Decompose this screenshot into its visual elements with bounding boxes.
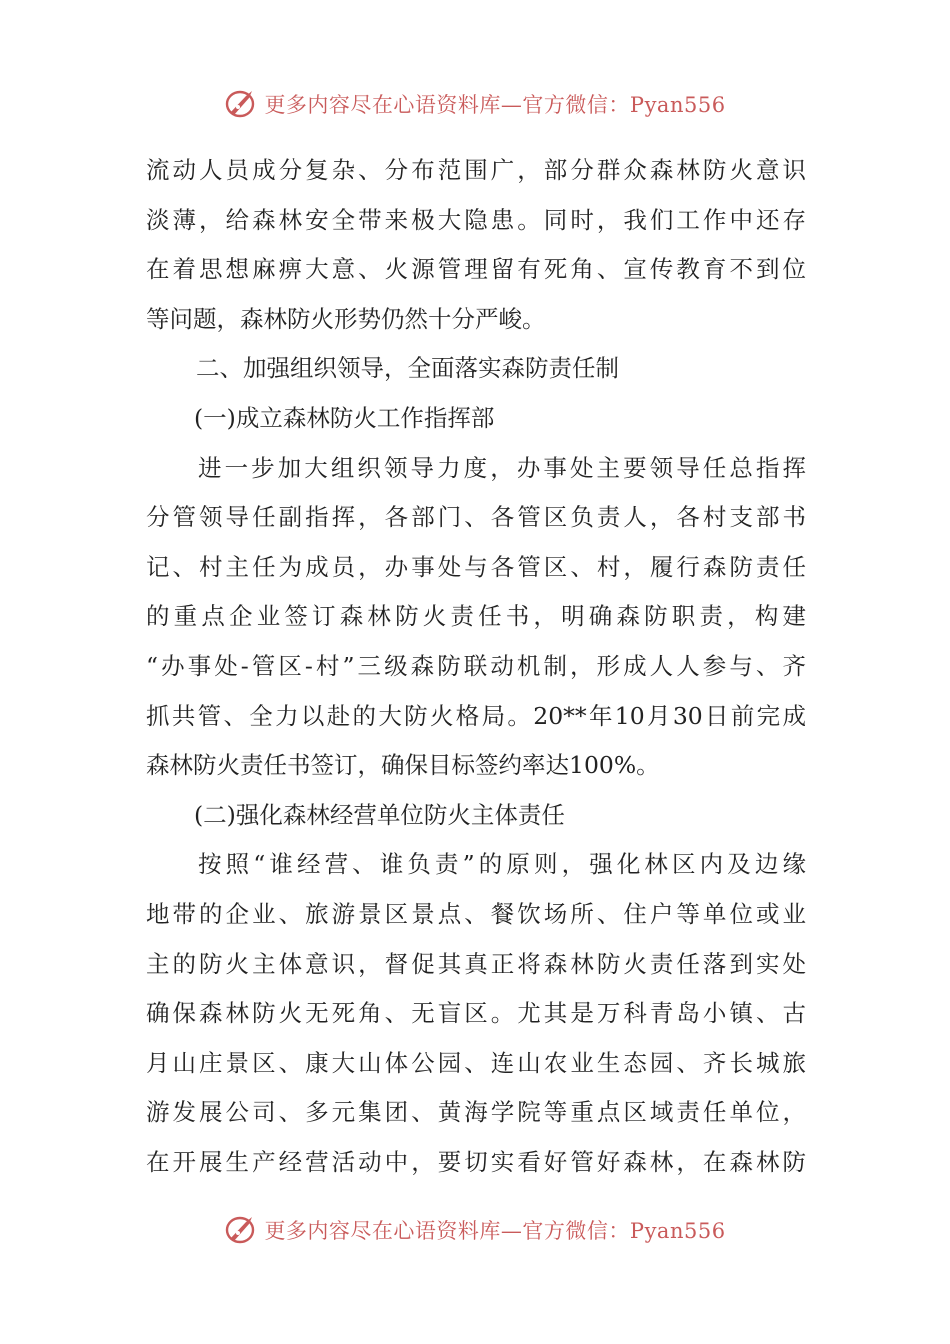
text-line: 淡薄，给森林安全带来极大隐患。同时，我们工作中还存 [146,205,806,234]
text-line: 森林防火责任书签订，确保目标签约率达100%。 [146,751,660,780]
watermark-text: 更多内容尽在心语资料库—官方微信：Pyan556 [264,93,726,117]
text-line: (二)强化森林经营单位防火主体责任 [194,800,565,829]
text-line: (一)成立森林防火工作指挥部 [194,403,495,432]
text-line: 分管领导任副指挥，各部门、各管区负责人，各村支部书 [146,503,806,532]
text-line: 主的防火主体意识，督促其真正将森林防火责任落到实处 [146,949,806,978]
text-line: 确保森林防火无死角、无盲区。尤其是万科青岛小镇、古 [146,999,806,1028]
text-line: 进一步加大组织领导力度，办事处主要领导任总指挥 [198,453,806,482]
document-body [146,146,806,1187]
text-line: 按照“谁经营、谁负责”的原则，强化林区内及边缘 [198,850,806,879]
watermark-banner-top [0,84,950,124]
text-line: 流动人员成分复杂、分布范围广，部分群众森林防火意识 [146,156,806,184]
pen-nib-circle-icon [224,1213,260,1247]
text-line: 在开展生产经营活动中，要切实看好管好森林，在森林防 [146,1147,806,1176]
text-line: 游发展公司、多元集团、黄海学院等重点区域责任单位， [146,1098,806,1127]
text-line: “办事处-管区-村”三级森防联动机制，形成人人参与、齐 [146,651,806,680]
text-line: 的重点企业签订森林防火责任书，明确森防职责，构建 [146,602,806,631]
text-line: 等问题，森林防火形势仍然十分严峻。 [146,304,546,333]
watermark-banner-bottom [0,1210,950,1250]
text-line: 记、村主任为成员，办事处与各管区、村，履行森防责任 [146,552,806,581]
text-line: 二、加强组织领导，全面落实森防责任制 [196,354,619,383]
text-line: 在着思想麻痹大意、火源管理留有死角、宣传教育不到位 [146,255,806,284]
pen-nib-circle-icon [224,87,260,121]
text-line: 地带的企业、旅游景区景点、餐饮场所、住户等单位或业 [146,899,806,928]
text-line: 抓共管、全力以赴的大防火格局。20**年10月30日前完成 [146,701,806,730]
text-line: 月山庄景区、康大山体公园、连山农业生态园、齐长城旅 [146,1048,806,1077]
watermark-text: 更多内容尽在心语资料库—官方微信：Pyan556 [264,1219,726,1243]
